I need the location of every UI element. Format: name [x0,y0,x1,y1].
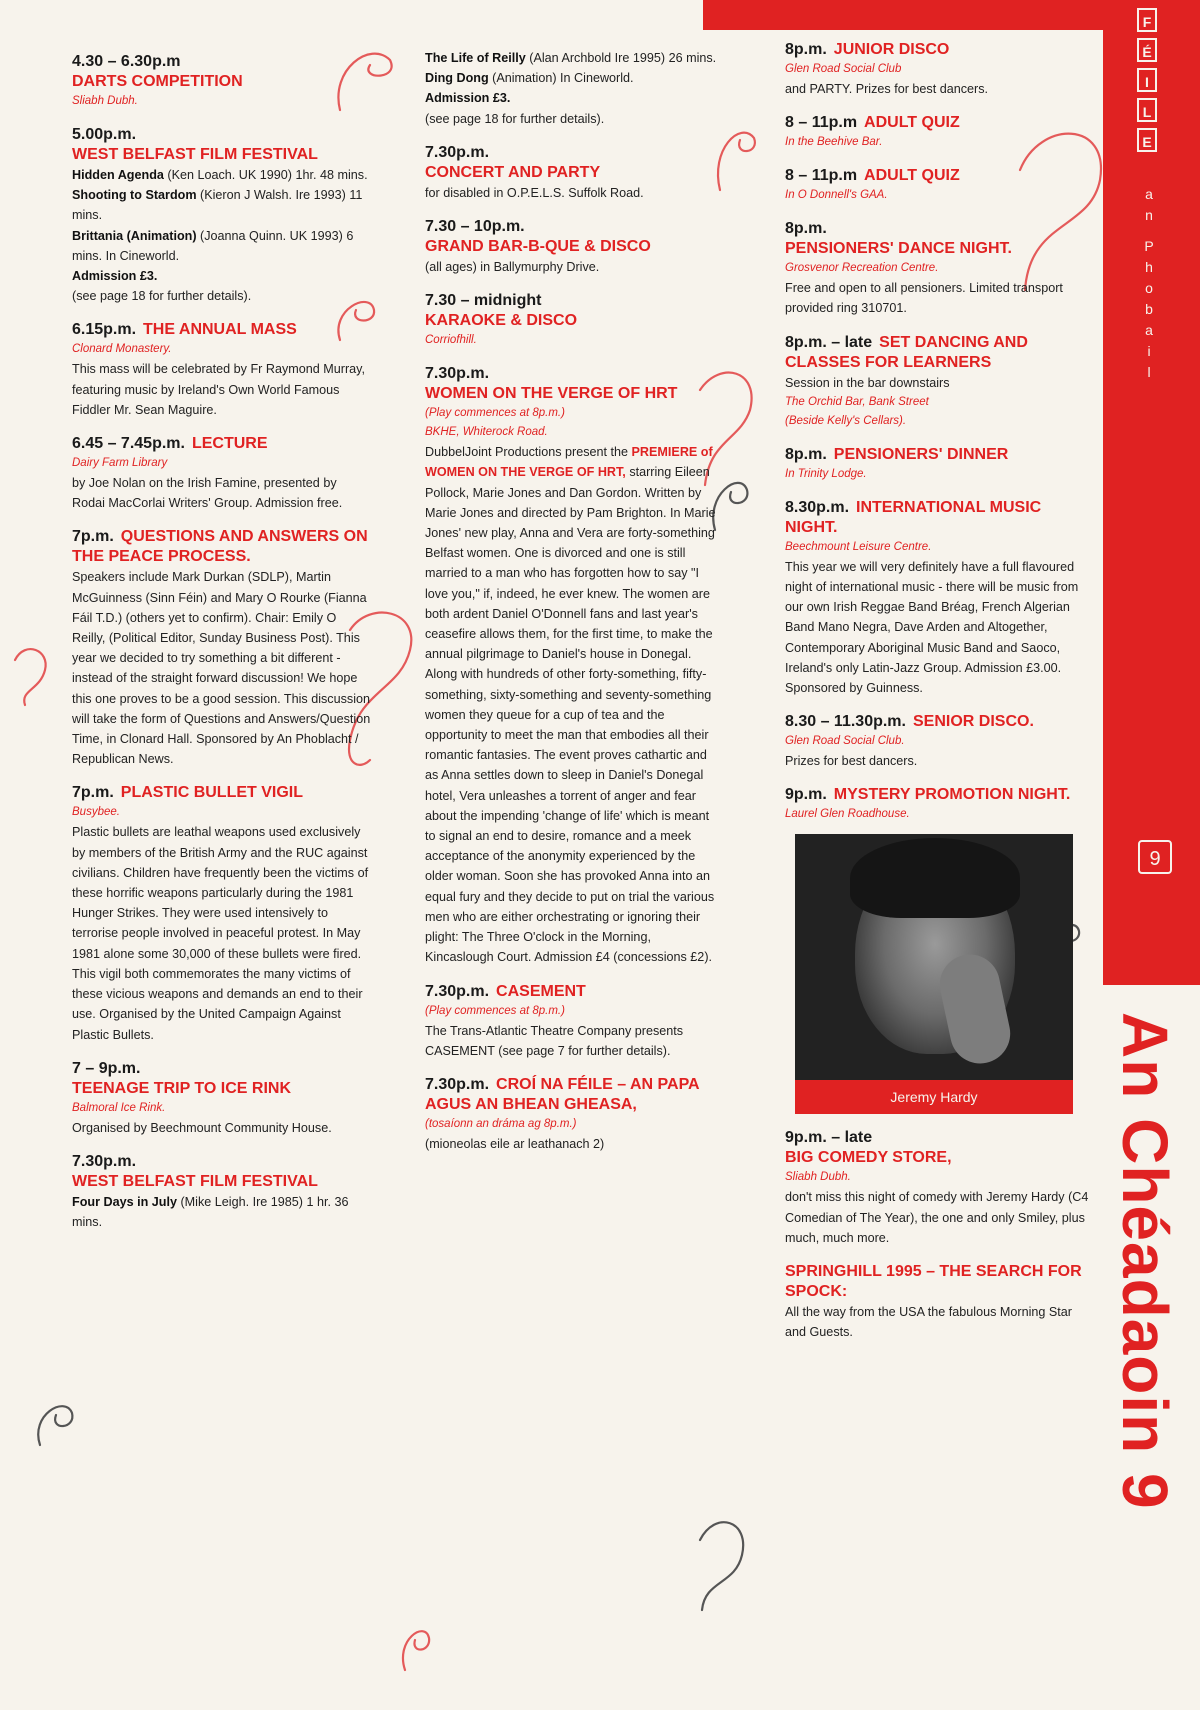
film-line: The Life of Reilly (Alan Archbold Ire 1995) 26 mins. [425,51,717,65]
letter: l [1147,364,1151,380]
event-venue: Busybee. [72,806,120,819]
event-karaoke [425,291,720,350]
event-concert [425,143,720,203]
event-title: GRAND BAR-B-QUE & DISCO [425,238,651,256]
event-international-music [785,498,1090,698]
event-women-on-the-verge [425,364,720,967]
event-lecture [72,434,372,513]
event-pensioners-dinner [785,445,1090,484]
event-title: LECTURE [191,435,268,453]
event-time: 7.30 – midnight [425,292,542,310]
event-title: KARAOKE & DISCO [425,312,578,330]
letter: a [1145,186,1153,202]
event-title: WEST BELFAST FILM FESTIVAL [72,1172,318,1190]
event-film-festival [72,125,372,306]
day-title [1092,1012,1192,1692]
an-phobail-vertical [1140,186,1158,385]
event-peace-process [72,527,372,769]
event-description: All the way from the USA the fabulous Morning Star and Guests. [785,1305,1072,1340]
event-title: CONCERT AND PARTY [425,163,601,181]
event-title: ADULT QUIZ [864,167,960,185]
photo-caption: Jeremy Hardy [795,1080,1073,1114]
letter: h [1145,259,1153,275]
event-junior-disco [785,40,1090,99]
event-mass [72,320,372,420]
event-title: INTERNATIONAL MUSIC NIGHT. [785,498,1042,536]
event-title: CROÍ NA FÉILE – AN PAPA AGUS AN BHEAN GHEASA, [425,1075,700,1113]
event-title: SPRINGHILL 1995 – THE SEARCH FOR SPOCK: [785,1263,1082,1301]
film-line: Ding Dong (Animation) In Cineworld. [425,71,634,86]
film-line: Shooting to Stardom (Kieron J Walsh. Ire 1993) 11 mins. [72,188,363,223]
event-venue: (tosaíonn an dráma ag 8p.m.) [425,1117,577,1130]
event-title: ADULT QUIZ [864,114,960,132]
event-time: 9p.m. – late [785,1129,873,1147]
event-description: Plastic bullets are leathal weapons used exclusively by members of the British Army and the RUC against civilians. Children have frequently been the victims of these horrific weapons particularly during the 1981 Hunger Strikes. They were used intensively to terrorise people involved in peaceful protest. In May 1981 alone some 30,000 of these bullets were fired. This vigil both commemorates the many victims of these vicious weapons and demands an end to their use. Organised by the United Campaign Against Plastic Bullets. [72,825,369,1042]
event-venue: In the Beehive Bar. [785,136,883,149]
letter: a [1145,322,1153,338]
letter: L [1137,98,1157,122]
event-title: MYSTERY PROMOTION NIGHT. [833,786,1071,804]
event-venue: In Trinity Lodge. [785,467,867,480]
event-description: DubbelJoint Productions present the PREMIERE of WOMEN ON THE VERGE OF HRT, starring Eileen Pollock, Marie Jones and Dan Gordon. Written by Marie Jones and directed by Pam Brighton. In Marie Jones' new play, Anna and Vera are forty-something Belfast women. One is divorced and one is still married to a man who has forgotten how to say "I love you," if, indeed, he ever knew. The women are both ardent Daniel O'Donnell fans and last year's ceasefire allows them, for the first time, to make the annual pilgrimage to Daniel's house in Donegal. Along with hundreds of other forty-something, fifty-something, sixty-something and seventy-something women they queue for a cup of tea and the opportunity to meet the man that embodies all their romantic fantasies. The event proves cathartic and as Anna settles down to sleep in Daniel's Donegal hotel, Vera unleashes a torrent of anger and fear about the impending 'change of life' which is meant to signal an end to desire, romance and a meek acceptance of the anonymity experienced by the older woman. Soon she has provoked Anna into an equal fury and they decide to put on trial the various men who are either orchestrating or ignoring their plight: The Three O'clock in the Morning, Kincaslough Court. Admission £4 (concessions £2). [425,445,716,965]
event-description: don't miss this night of comedy with Jeremy Hardy (C4 Comedian of The Year), the one and only Smiley, plus much, much more. [785,1190,1089,1245]
event-venue: (Play commences at 8p.m.) [425,407,565,420]
event-description: Speakers include Mark Durkan (SDLP), Martin McGuinness (Sinn Féin) and Mary O Rourke (Fianna Fáil T.D.) (others yet to confirm). Chair: Emily O Reilly, (Political Editor, Sunday Business Post). This year we decided to try something a bit different - instead of the straight forward discussion! We hope this one proves to be a good session. This discussion will take the form of Questions and Answers/Question Time, in Clonard Hall. Sponsored by An Phoblacht / Republican News. [72,570,371,767]
event-venue: BKHE, Whiterock Road. [425,426,548,439]
event-title: BIG COMEDY STORE, [785,1149,952,1167]
event-title: TEENAGE TRIP TO ICE RINK [72,1079,291,1097]
event-venue: In O Donnell's GAA. [785,189,888,202]
event-time: 7.30p.m. [425,143,490,161]
film-line: Brittania (Animation) (Joanna Quinn. UK 1993) 6 mins. In Cineworld. [72,228,354,263]
day-title-text: An Chéadaoin 9 [1109,1012,1181,1510]
event-time: 7.30p.m. [425,982,490,1000]
event-title: WOMEN ON THE VERGE OF HRT [425,385,678,403]
event-bbq [425,217,720,277]
column-1 [72,52,372,1246]
film-line: Four Days in July (Mike Leigh. Ire 1985) 1 hr. 36 mins. [72,1194,349,1230]
event-title: PLASTIC BULLET VIGIL [120,784,304,802]
event-time: 8 – 11p.m [785,114,858,132]
event-croi-na-feile [425,1075,720,1154]
letter: P [1144,238,1154,254]
question-doodle [690,1510,750,1620]
event-description: Free and open to all pensioners. Limited transport provided ring 310701. [785,281,1063,316]
event-pensioners-dance [785,219,1090,318]
event-time: 7.30p.m. [425,1075,490,1093]
event-venue: Sliabh Dubh. [72,95,138,107]
letter: i [1147,343,1151,359]
event-venue: (Beside Kelly's Cellars). [785,414,907,427]
event-title: JUNIOR DISCO [833,41,950,58]
event-venue: Balmoral Ice Rink. [72,1101,166,1114]
event-description: Organised by Beechmount Community House. [72,1120,332,1135]
event-venue: Corriofhill. [425,334,477,347]
event-title: QUESTIONS AND ANSWERS ON THE PEACE PROCESS. [72,528,368,566]
event-title: PENSIONERS' DANCE NIGHT. [785,240,1012,258]
event-venue: Dairy Farm Library [72,457,168,470]
event-venue: Beechmount Leisure Centre. [785,540,932,553]
event-time: 4.30 – 6.30p.m [72,53,181,70]
event-time: 6.15p.m. [72,321,137,339]
event-title: PENSIONERS' DINNER [833,445,1009,463]
film-line: Admission £3. [425,91,511,106]
event-venue: The Orchid Bar, Bank Street [785,395,929,408]
event-springhill [785,1262,1090,1342]
event-title: SET DANCING AND CLASSES FOR LEARNERS [785,333,1028,371]
film-line: Admission £3. [72,269,158,284]
feile-letters [1137,8,1159,158]
event-description: Prizes for best dancers. [785,754,918,769]
event-mystery-promotion [785,785,1090,824]
event-time: 8p.m. [785,220,827,238]
event-title: CASEMENT [496,982,586,1000]
letter: o [1145,280,1153,296]
event-comedy-store [785,1128,1090,1248]
event-time: 7.30p.m. [72,1152,137,1170]
event-description: The Trans-Atlantic Theatre Company presents CASEMENT (see page 7 for further details). [425,1023,684,1058]
event-ice-rink [72,1059,372,1138]
event-time: 8p.m. [785,445,827,463]
column-3 [785,40,1090,1356]
event-description: (mioneolas eile ar leathanach 2) [425,1136,605,1151]
event-title: SENIOR DISCO. [912,713,1034,731]
event-time: 7p.m. [72,528,114,546]
film-line: Hidden Agenda (Ken Loach. UK 1990) 1hr. 48 mins. [72,168,368,182]
film-line: (see page 18 for further details). [72,289,252,304]
letter: I [1137,68,1157,92]
event-time: 7.30 – 10p.m. [425,218,525,236]
event-description: This year we will very definitely have a full flavoured night of international music - there will be music from our own Irish Reggae Band Bréag, French Algerian Band Mano Negra, Dave Arden and Altogether, Contemporary Aboriginal Music Band and Saoco, Ireland's only Latin-Jazz Group. Admission £3.00. Sponsored by Guinness. [785,559,1079,696]
event-time: 8.30 – 11.30p.m. [785,713,906,731]
event-description: by Joe Nolan on the Irish Famine, presented by Rodai MacCorlai Writers' Group. Admission free. [72,476,343,511]
event-title: DARTS COMPETITION [72,73,243,90]
swirl-doodle [395,1620,435,1680]
event-casement [425,982,720,1061]
letter: n [1145,207,1153,223]
letter: b [1145,301,1153,317]
swirl-doodle [30,1395,80,1455]
event-description: (all ages) in Ballymurphy Drive. [425,260,600,275]
event-description: and PARTY. Prizes for best dancers. [785,82,988,96]
event-venue: Glen Road Social Club [785,63,902,75]
letter: F [1137,8,1157,32]
event-adult-quiz-1 [785,113,1090,152]
event-description: This mass will be celebrated by Fr Raymond Murray, featuring music by Ireland's Own World Famous Fiddler Mr. Sean Maguire. [72,362,366,417]
event-set-dancing [785,333,1090,431]
event-time: 6.45 – 7.45p.m. [72,435,185,453]
letter: É [1137,38,1157,62]
film-line: (see page 18 for further details). [425,111,605,126]
event-darts [72,52,372,111]
event-senior-disco [785,712,1090,771]
event-venue: Glen Road Social Club. [785,735,905,748]
event-venue: Grosvenor Recreation Centre. [785,262,939,275]
letter: E [1137,128,1157,152]
event-time: 7 – 9p.m. [72,1059,141,1077]
event-time: 7p.m. [72,784,114,802]
event-title: THE ANNUAL MASS [143,321,297,339]
event-plastic-bullet-vigil [72,783,372,1044]
event-description: Session in the bar downstairs [785,375,950,390]
event-venue: Clonard Monastery. [72,343,172,356]
event-time: 8 – 11p.m [785,167,858,185]
event-film-festival-2 [72,1152,372,1232]
event-adult-quiz-2 [785,166,1090,205]
event-film-continued [425,48,720,129]
event-venue: Laurel Glen Roadhouse. [785,808,910,821]
event-time: 8p.m. [785,41,827,58]
event-time: 8.30p.m. [785,498,850,516]
column-2 [425,48,720,1168]
event-description: for disabled in O.P.E.L.S. Suffolk Road. [425,185,644,200]
event-venue: (Play commences at 8p.m.) [425,1004,565,1017]
event-time: 7.30p.m. [425,365,490,383]
event-time: 9p.m. [785,786,827,804]
jeremy-hardy-photo [795,834,1073,1080]
event-time: 5.00p.m. [72,126,137,143]
page-number: 9 [1138,840,1172,874]
question-doodle [5,640,55,710]
event-time: 8p.m. – late [785,333,873,351]
event-title: WEST BELFAST FILM FESTIVAL [72,146,318,163]
event-venue: Sliabh Dubh. [785,1171,851,1184]
